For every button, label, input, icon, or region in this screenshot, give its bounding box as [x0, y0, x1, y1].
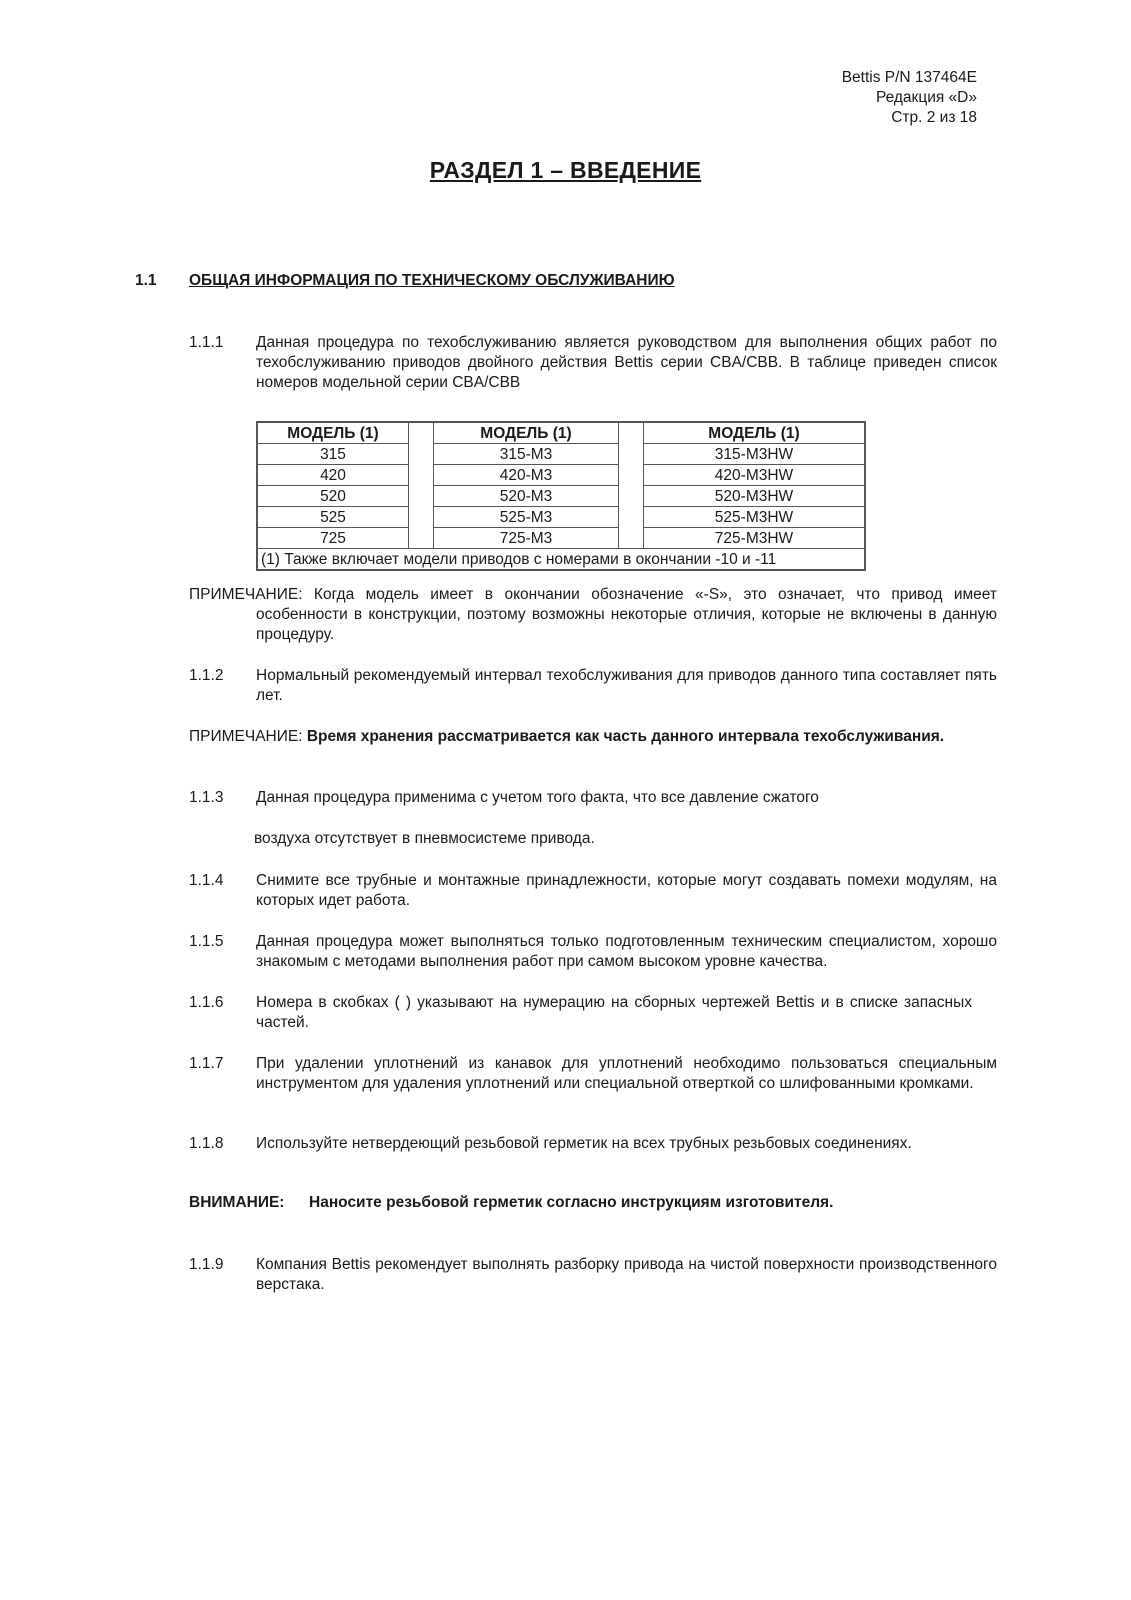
table-cell: 725-M3 — [434, 528, 619, 549]
table-spacer — [619, 422, 644, 549]
section-title: ОБЩАЯ ИНФОРМАЦИЯ ПО ТЕХНИЧЕСКОМУ ОБСЛУЖИВАНИЮ — [189, 272, 675, 289]
page-number: Стр. 2 из 18 — [891, 109, 977, 126]
paragraph-1-1-3-continuation: воздуха отсутствует в пневмосистеме привода. — [254, 830, 595, 847]
paragraph-1-1-8 — [189, 1134, 997, 1154]
paragraph-1-1-6 — [189, 993, 997, 1033]
section-number: 1.1 — [135, 272, 157, 289]
table-cell: 520-M3 — [434, 486, 619, 507]
paragraph-1-1-4 — [189, 871, 997, 911]
table-cell: 420-M3HW — [644, 465, 866, 486]
table-cell: 725-M3HW — [644, 528, 866, 549]
paragraph-number: 1.1.2 — [189, 667, 224, 684]
table-row — [257, 507, 865, 528]
table-cell: 520 — [257, 486, 409, 507]
table-row — [257, 444, 865, 465]
part-number: Bettis P/N 137464E — [841, 69, 977, 86]
paragraph-1-1-1 — [189, 333, 997, 393]
paragraph-number: 1.1.4 — [189, 872, 224, 889]
table-row — [257, 486, 865, 507]
paragraph-number: 1.1.9 — [189, 1256, 224, 1273]
paragraph-text: Данная процедура по техобслуживанию является руководством для выполнения общих работ по техобслуживанию приводов двойного действия Bettis серии CBA/CBB. В таблице приведен список номеров модельной серии CBA/CBB — [256, 334, 997, 391]
table-cell: 520-M3HW — [644, 486, 866, 507]
model-table — [256, 421, 866, 571]
paragraph-text: Номера в скобках ( ) указывают на нумерацию на сборных чертежей Bettis и в списке запасных частей. — [256, 994, 972, 1031]
note-s-suffix: ПРИМЕЧАНИЕ: Когда модель имеет в окончании обозначение «-S», это означает, что привод имеет особенности в конструкции, поэтому возможны некоторые отличия, которые не включены в данную процедуру. — [189, 586, 997, 643]
table-cell: 725 — [257, 528, 409, 549]
paragraph-1-1-7 — [189, 1054, 997, 1094]
paragraph-text-line1: Данная процедура применима с учетом того факта, что все давление сжатого — [256, 789, 819, 806]
paragraph-number: 1.1.1 — [189, 334, 224, 351]
warning-label: ВНИМАНИЕ: — [189, 1194, 285, 1211]
table-header: МОДЕЛЬ (1) — [257, 422, 409, 444]
table-cell: 315 — [257, 444, 409, 465]
table-cell: 315-M3 — [434, 444, 619, 465]
table-cell: 525 — [257, 507, 409, 528]
table-row — [257, 528, 865, 549]
note-label: ПРИМЕЧАНИЕ: — [189, 728, 307, 745]
paragraph-text: Данная процедура может выполняться только подготовленным техническим специалистом, хорошо знакомым с методами выполнения работ при самом высоком уровне качества. — [256, 933, 997, 970]
paragraph-number: 1.1.6 — [189, 994, 224, 1011]
table-cell: 525-M3 — [434, 507, 619, 528]
paragraph-number: 1.1.8 — [189, 1135, 224, 1152]
table-footnote: (1) Также включает модели приводов с номерами в окончании -10 и -11 — [257, 549, 865, 571]
revision: Редакция «D» — [875, 89, 977, 106]
paragraph-text: Нормальный рекомендуемый интервал техобслуживания для приводов данного типа составляет пять лет. — [256, 667, 997, 704]
paragraph-number: 1.1.3 — [189, 789, 224, 806]
paragraph-1-1-9 — [189, 1255, 997, 1295]
paragraph-text: Компания Bettis рекомендует выполнять разборку привода на чистой поверхности производственного верстака. — [256, 1256, 997, 1293]
table-header-row — [257, 422, 865, 444]
table-cell: 420 — [257, 465, 409, 486]
table-spacer — [409, 422, 434, 549]
table-row — [257, 465, 865, 486]
paragraph-text: При удалении уплотнений из канавок для уплотнений необходимо пользоваться специальным инструментом для удаления уплотнений или специальной отверткой со шлифованными кромками. — [256, 1055, 997, 1092]
page-title: РАЗДЕЛ 1 – ВВЕДЕНИЕ — [429, 157, 702, 183]
table-cell: 315-M3HW — [644, 444, 866, 465]
document-header — [842, 68, 977, 128]
paragraph-1-1-3 — [189, 788, 997, 808]
paragraph-1-1-2 — [189, 666, 997, 706]
table-cell: 525-M3HW — [644, 507, 866, 528]
warning — [189, 1194, 833, 1212]
paragraph-number: 1.1.7 — [189, 1055, 224, 1072]
table-header: МОДЕЛЬ (1) — [434, 422, 619, 444]
table-cell: 420-M3 — [434, 465, 619, 486]
paragraph-number: 1.1.5 — [189, 933, 224, 950]
paragraph-text: Снимите все трубные и монтажные принадлежности, которые могут создавать помехи модулям, на которых идет работа. — [256, 872, 997, 909]
table-footnote-row — [257, 549, 865, 571]
warning-text: Наносите резьбовой герметик согласно инструкциям изготовителя. — [309, 1194, 834, 1211]
paragraph-text: Используйте нетвердеющий резьбовой герметик на всех трубных резьбовых соединениях. — [256, 1135, 912, 1152]
note-bold-text: Время хранения рассматривается как часть данного интервала техобслуживания. — [306, 728, 945, 745]
note-storage-time — [189, 727, 997, 747]
table-header: МОДЕЛЬ (1) — [644, 422, 866, 444]
paragraph-1-1-5 — [189, 932, 997, 972]
